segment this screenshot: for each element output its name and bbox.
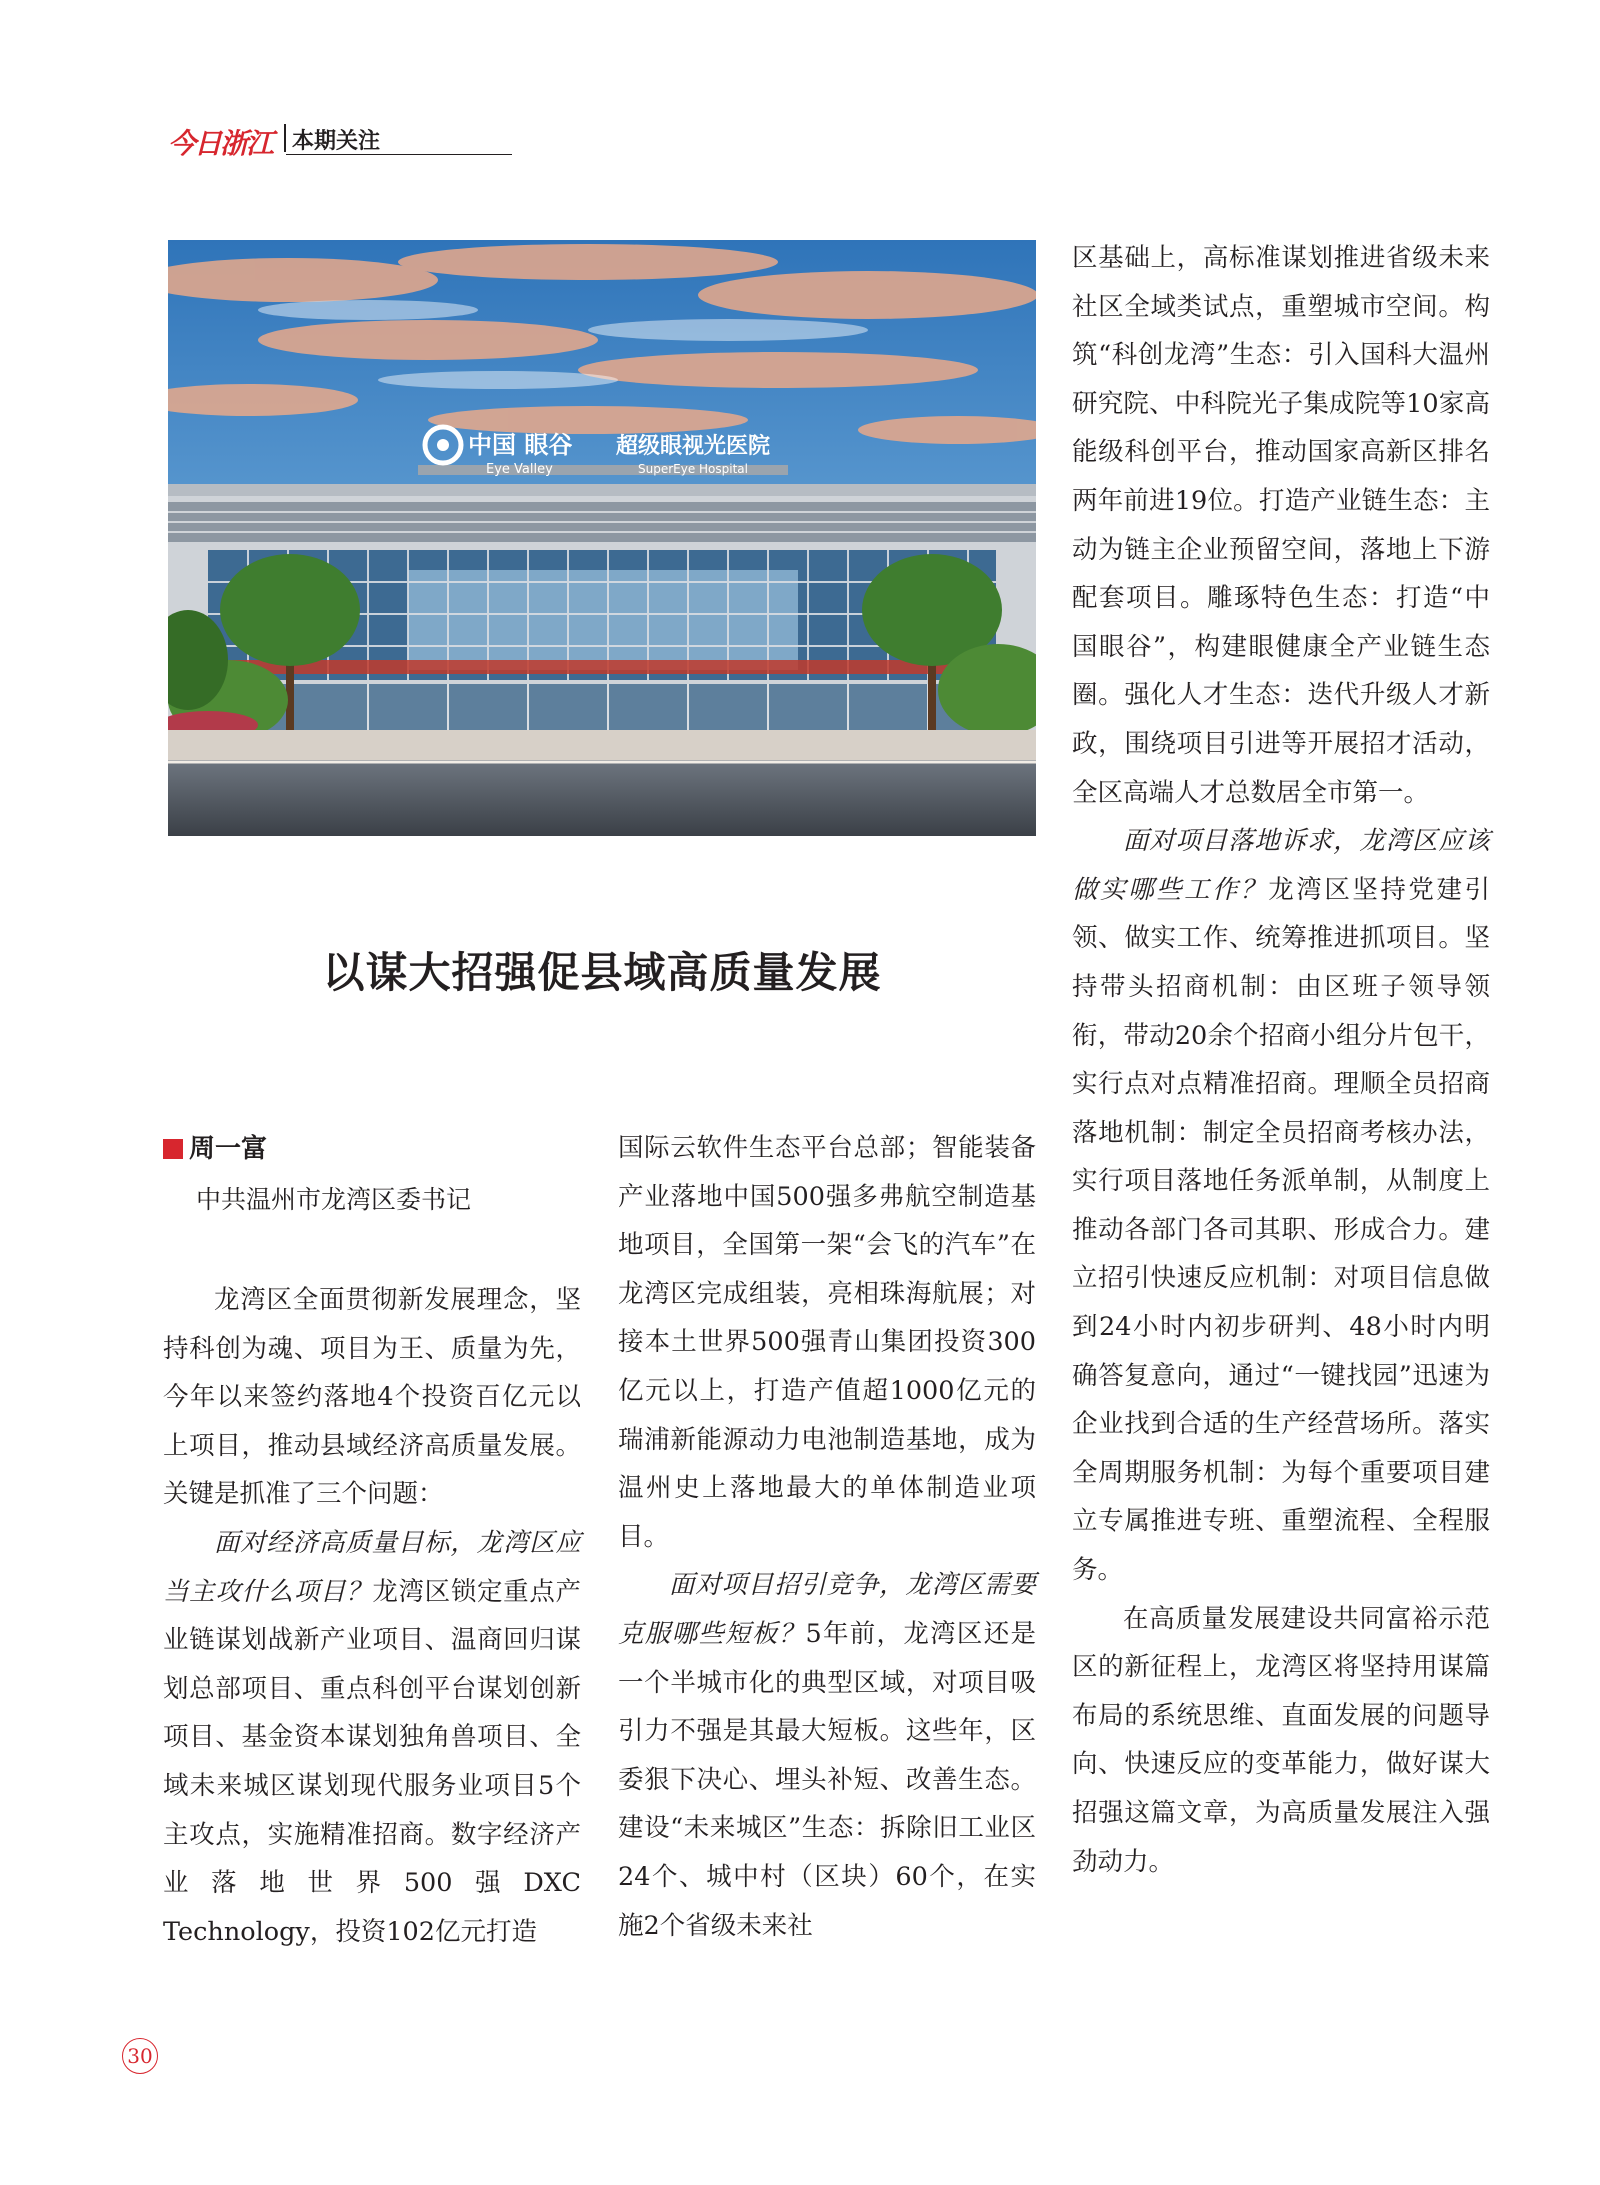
paragraph bbox=[163, 1519, 581, 1956]
magazine-logo: 今日浙江 bbox=[168, 127, 273, 160]
paragraph bbox=[618, 1561, 1036, 1950]
lead-question: 面对项目落地诉求，龙湾区应该做实哪些工作？ bbox=[1072, 826, 1490, 905]
paragraph-body: 龙湾区坚持党建引领、做实工作、统筹推进抓项目。坚持带头招商机制：由区班子领导领衔，带动20余个招商小组分片包干，实行点对点精准招商。理顺全员招商落地机制：制定全员招商考核办法，实行项目落地任务派单制，从制度上推动各部门各司其职、形成合力。建立招引快速反应机制：对项目信息做到24小时内初步研判、48小时内明确答复意向，通过“一键找园”迅速为企业找到合适的生产经营场所。落实全周期服务机制：为每个重要项目建立专属推进专班、重塑流程、全程服务。 bbox=[1072, 874, 1490, 1586]
sign-cn-left: 中国 眼谷 bbox=[468, 431, 573, 459]
lead-question: 面对经济高质量目标，龙湾区应当主攻什么项目？ bbox=[163, 1527, 581, 1607]
column-1 bbox=[163, 1276, 581, 1956]
hospital-illustration bbox=[168, 240, 1036, 836]
author-title: 中共温州市龙湾区委书记 bbox=[196, 1185, 472, 1214]
page-number: 30 bbox=[122, 2038, 158, 2074]
masthead-divider bbox=[284, 124, 286, 152]
column-3 bbox=[1072, 234, 1490, 1886]
paragraph: 在高质量发展建设共同富裕示范区的新征程上，龙湾区将坚持用谋篇布局的系统思维、直面发展的问题导向、快速反应的变革能力，做好谋大招强这篇文章，为高质量发展注入强劲动力。 bbox=[1072, 1603, 1490, 1877]
sign-en-left: Eye Valley bbox=[486, 462, 553, 477]
masthead bbox=[168, 120, 512, 160]
paragraph: 国际云软件生态平台总部；智能装备产业落地中国500强多弗航空制造基地项目，全国第一架“会飞的汽车”在龙湾区完成组装，亮相珠海航展；对接本土世界500强青山集团投资300亿元以上，打造产值超1000亿元的瑞浦新能源动力电池制造基地，成为温州史上落地最大的单体制造业项目。 bbox=[618, 1133, 1036, 1552]
author-byline bbox=[163, 1128, 267, 1165]
author-name: 周一富 bbox=[189, 1134, 268, 1164]
paragraph-body: 5年前，龙湾区还是一个半城市化的典型区域，对项目吸引力不强是其最大短板。这些年，区委狠下决心、埋头补短、改善生态。建设“未来城区”生态：拆除旧工业区24个、城中村（区块）60个，在实施2个省级未来社 bbox=[618, 1618, 1036, 1941]
paragraph: 区基础上，高标准谋划推进省级未来社区全域类试点，重塑城市空间。构筑“科创龙湾”生态：引入国科大温州研究院、中科院光子集成院等10家高能级科创平台，推动国家高新区排名两年前进19位。打造产业链生态：主动为链主企业预留空间，落地上下游配套项目。雕琢特色生态：打造“中国眼谷”，构建眼健康全产业链生态圈。强化人才生态：迭代升级人才新政，围绕项目引进等开展招才活动，全区高端人才总数居全市第一。 bbox=[1072, 243, 1490, 808]
article-headline: 以谋大招强促县域高质量发展 bbox=[322, 948, 882, 997]
paragraph bbox=[1072, 817, 1490, 1595]
sign-cn-right: 超级眼视光医院 bbox=[616, 434, 771, 459]
paragraph: 龙湾区全面贯彻新发展理念，坚持科创为魂、项目为王、质量为先，今年以来签约落地4个投资百亿元以上项目，推动县域经济高质量发展。关键是抓准了三个问题： bbox=[163, 1285, 581, 1510]
column-2 bbox=[618, 1124, 1036, 1950]
section-label: 本期关注 bbox=[292, 129, 381, 154]
masthead-rule bbox=[286, 154, 512, 155]
byline-square-icon bbox=[163, 1139, 183, 1159]
hospital-photo bbox=[168, 240, 1036, 836]
sign-en-right: SuperEye Hospital bbox=[638, 462, 748, 476]
lead-question: 面对项目招引竞争，龙湾区需要克服哪些短板？ bbox=[618, 1570, 1036, 1649]
paragraph-body: 龙湾区锁定重点产业链谋划战新产业项目、温商回归谋划总部项目、重点科创平台谋划创新项目、基金资本谋划独角兽项目、全域未来城区谋划现代服务业项目5个主攻点，实施精准招商。数字经济产业落地世界500强DXC Technology，投资102亿元打造 bbox=[163, 1576, 581, 1947]
